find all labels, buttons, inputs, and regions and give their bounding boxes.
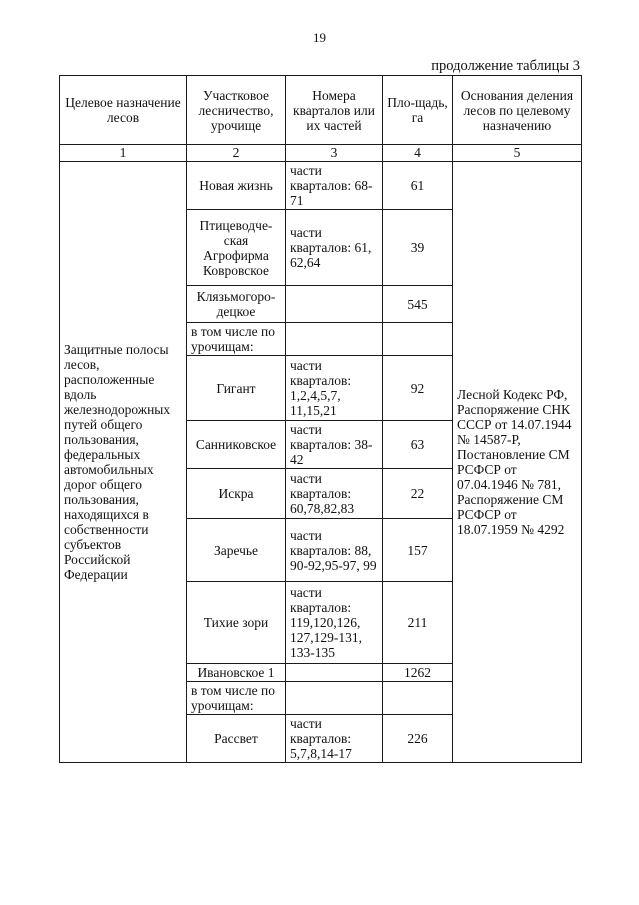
quarters-cell [286,286,383,323]
area-cell: 39 [383,210,453,286]
page-number: 19 [313,30,326,45]
forestry-cell: Санниковское [187,421,286,469]
area-cell: 61 [383,162,453,210]
column-number: 2 [187,145,286,162]
quarters-cell: части кварталов: 1,2,4,5,7, 11,15,21 [286,356,383,421]
area-cell: 226 [383,715,453,763]
forestry-cell: Искра [187,469,286,519]
quarters-cell: части кварталов: 88, 90-92,95-97, 99 [286,519,383,582]
forestry-cell: Ивановское 1 [187,664,286,682]
header-area: Пло-щадь, га [383,76,453,145]
header-purpose: Целевое назначение лесов [60,76,187,145]
table-continuation-label: продолжение таблицы 3 [431,58,580,74]
column-number: 1 [60,145,187,162]
quarters-cell [286,323,383,356]
column-number: 5 [453,145,582,162]
forest-purpose-table [59,75,582,763]
column-number: 4 [383,145,453,162]
column-number: 3 [286,145,383,162]
quarters-cell: части кварталов: 68-71 [286,162,383,210]
table-row [60,162,582,210]
subtotal-label-cell: в том числе по урочищам: [187,323,286,356]
header-quarters: Номера кварталов или их частей [286,76,383,145]
forestry-cell: Тихие зори [187,582,286,664]
header-forestry: Участковое лесничество, урочище [187,76,286,145]
forestry-cell: Гигант [187,356,286,421]
forestry-cell: Заречье [187,519,286,582]
quarters-cell: части кварталов: 5,7,8,14-17 [286,715,383,763]
area-cell: 1262 [383,664,453,682]
quarters-cell [286,682,383,715]
area-cell: 545 [383,286,453,323]
area-cell: 63 [383,421,453,469]
quarters-cell: части кварталов: 60,78,82,83 [286,469,383,519]
quarters-cell: части кварталов: 119,120,126, 127,129-131, 133-135 [286,582,383,664]
area-cell: 157 [383,519,453,582]
area-cell: 22 [383,469,453,519]
area-cell: 92 [383,356,453,421]
forestry-cell: Рассвет [187,715,286,763]
quarters-cell: части кварталов: 38-42 [286,421,383,469]
forestry-cell: Птицеводче-ская Агрофирма Ковровское [187,210,286,286]
area-cell [383,323,453,356]
forestry-cell: Клязьмогоро-децкое [187,286,286,323]
basis-cell: Лесной Кодекс РФ, Распоряжение СНК СССР от 14.07.1944 № 14587-Р, Постановление СМ РСФСР от 07.04.1946 № 781, Распоряжение СМ РСФСР от 18.07.1959 № 4292 [453,162,582,763]
quarters-cell [286,664,383,682]
table-header-row [60,76,582,145]
forestry-cell: Новая жизнь [187,162,286,210]
area-cell: 211 [383,582,453,664]
subtotal-label-cell: в том числе по урочищам: [187,682,286,715]
column-number-row [60,145,582,162]
header-basis: Основания деления лесов по целевому назначению [453,76,582,145]
purpose-cell: Защитные полосы лесов, расположенные вдоль железнодорожных путей общего пользования, федеральных автомобильных дорог общего пользования, находящихся в собственности субъектов Российской Федерации [60,162,187,763]
area-cell [383,682,453,715]
quarters-cell: части кварталов: 61, 62,64 [286,210,383,286]
